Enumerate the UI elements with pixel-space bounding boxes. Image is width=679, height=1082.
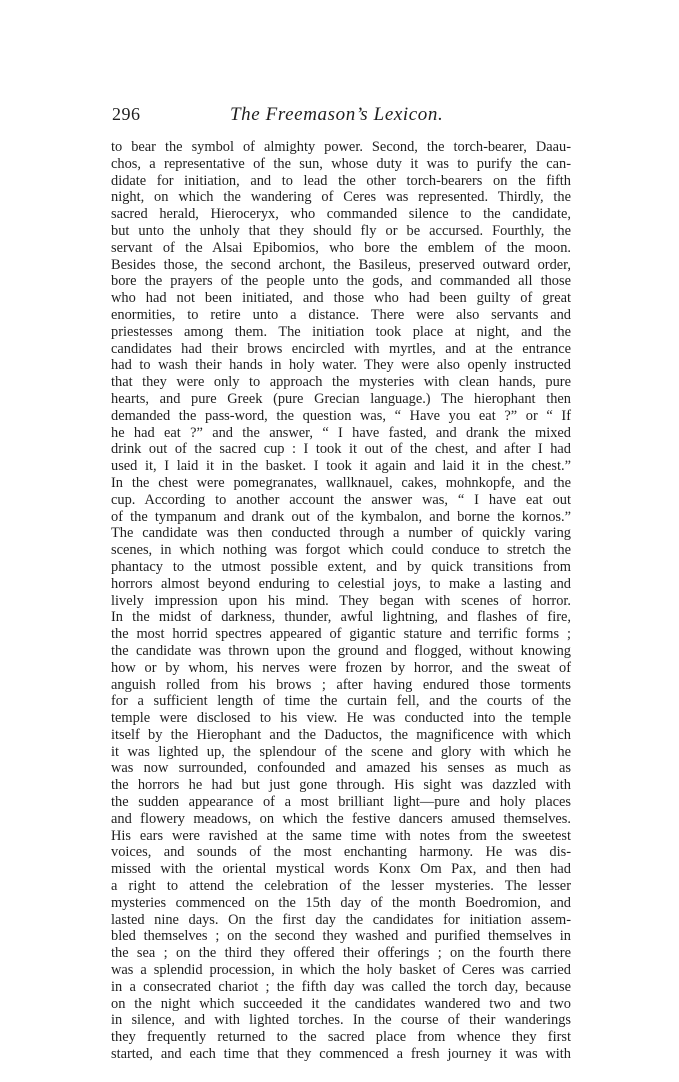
text-line: how or by whom, his nerves were frozen by horror, and the sweat of	[111, 659, 571, 676]
text-line: His ears were ravished at the same time with notes from the sweetest	[111, 827, 571, 844]
text-line: didate for initiation, and to lead the other torch-bearers on the fifth	[111, 172, 571, 189]
text-line: drink out of the sacred cup : I took it out of the chest, and after I had	[111, 441, 571, 458]
text-line: the sudden appearance of a most brilliant light—pure and holy places	[111, 794, 571, 811]
text-line: and flowery meadows, on which the festive dancers amused themselves.	[111, 810, 571, 827]
text-line: to bear the symbol of almighty power. Second, the torch-bearer, Daau-	[111, 139, 571, 155]
text-line: it was lighted up, the splendour of the scene and glory with which he	[111, 743, 571, 760]
text-line: missed with the oriental mystical words Konx Om Pax, and then had	[111, 861, 571, 878]
text-line: phantacy to the utmost possible extent, and by quick transitions from	[111, 558, 571, 575]
running-title: The Freemason’s Lexicon.	[230, 104, 444, 125]
text-line: who had not been initiated, and those who had been guilty of great	[111, 290, 571, 307]
text-line: had to wash their hands in holy water. They were also openly instructed	[111, 357, 571, 374]
text-line: chos, a representative of the sun, whose duty it was to purify the can-	[111, 155, 571, 172]
text-line: of the tympanum and drank out of the kymbalon, and borne the kornos.”	[111, 508, 571, 525]
text-line: The candidate was then conducted through a number of quickly varing	[111, 525, 571, 542]
text-line: the most horrid spectres appeared of gigantic stature and terrific forms ;	[111, 626, 571, 643]
text-line: that they were only to approach the mysteries with clean hands, pure	[111, 374, 571, 391]
text-line: horrors almost beyond enduring to celestial joys, to make a lasting and	[111, 575, 571, 592]
text-line: candidates had their brows encircled with myrtles, and at the entrance	[111, 340, 571, 357]
text-line: In the midst of darkness, thunder, awful lightning, and flashes of fire,	[111, 609, 571, 626]
text-line: Besides those, the second archont, the Basileus, preserved outward order,	[111, 256, 571, 273]
text-line: night, on which the wandering of Ceres was represented. Thirdly, the	[111, 189, 571, 206]
text-line: In the chest were pomegranates, wallknauel, cakes, mohnkopfe, and the	[111, 474, 571, 491]
text-line: bled themselves ; on the second they washed and purified themselves in	[111, 928, 571, 945]
text-line: a right to attend the celebration of the lesser mysteries. The lesser	[111, 878, 571, 895]
text-line: enormities, to retire unto a distance. There were also servants and	[111, 306, 571, 323]
text-line: lasted nine days. On the first day the candidates for initiation assem-	[111, 911, 571, 928]
text-line: hearts, and pure Greek (pure Grecian language.) The hierophant then	[111, 390, 571, 407]
text-line: anguish rolled from his brows ; after having endured those torments	[111, 676, 571, 693]
text-line: mysteries commenced on the 15th day of the month Boedromion, and	[111, 894, 571, 911]
page-number: 296	[112, 104, 141, 124]
text-line: demanded the pass-word, the question was, “ Have you eat ?” or “ If	[111, 407, 571, 424]
text-line: they frequently returned to the sacred place from whence they first	[111, 1029, 571, 1046]
text-line: bore the prayers of the people unto the gods, and commanded all those	[111, 273, 571, 290]
text-line: the horrors he had but just gone through. His sight was dazzled with	[111, 777, 571, 794]
page-header	[112, 104, 572, 128]
text-line: itself by the Hierophant and the Daductos, the magnificence with which	[111, 726, 571, 743]
text-line: was a splendid procession, in which the holy basket of Ceres was carried	[111, 962, 571, 979]
text-line: servant of the Alsai Epibomios, who bore the emblem of the moon.	[111, 239, 571, 256]
text-line: voices, and sounds of the most enchanting harmony. He was dis-	[111, 844, 571, 861]
text-line: cup. According to another account the answer was, “ I have eat out	[111, 491, 571, 508]
text-line: used it, I laid it in the basket. I took it again and laid it in the chest.”	[111, 458, 571, 475]
text-line: sacred herald, Hieroceryx, who commanded silence to the candidate,	[111, 206, 571, 223]
text-line: but unto the unholy that they should fly or be accursed. Fourthly, the	[111, 222, 571, 239]
text-line: lively impression upon his mind. They began with scenes of horror.	[111, 592, 571, 609]
text-line: was now surrounded, confounded and amazed his senses as much as	[111, 760, 571, 777]
body-text	[111, 139, 571, 1063]
text-line: the sea ; on the third they offered their offerings ; on the fourth there	[111, 945, 571, 962]
text-line: he had eat ?” and the answer, “ I have fasted, and drank the mixed	[111, 424, 571, 441]
text-line: the candidate was thrown upon the ground and flogged, without knowing	[111, 642, 571, 659]
text-line: on the night which succeeded it the candidates wandered two and two	[111, 995, 571, 1012]
text-line: for a sufficient length of time the curtain fell, and the courts of the	[111, 693, 571, 710]
text-line: priestesses among them. The initiation took place at night, and the	[111, 323, 571, 340]
text-line: temple were disclosed to his view. He was conducted into the temple	[111, 710, 571, 727]
text-line: in silence, and with lighted torches. In the course of their wanderings	[111, 1012, 571, 1029]
text-line: in a consecrated chariot ; the fifth day was called the torch day, because	[111, 978, 571, 995]
text-line: scenes, in which nothing was forgot which could conduce to stretch the	[111, 542, 571, 559]
text-line: started, and each time that they commenced a fresh journey it was with	[111, 1046, 571, 1063]
